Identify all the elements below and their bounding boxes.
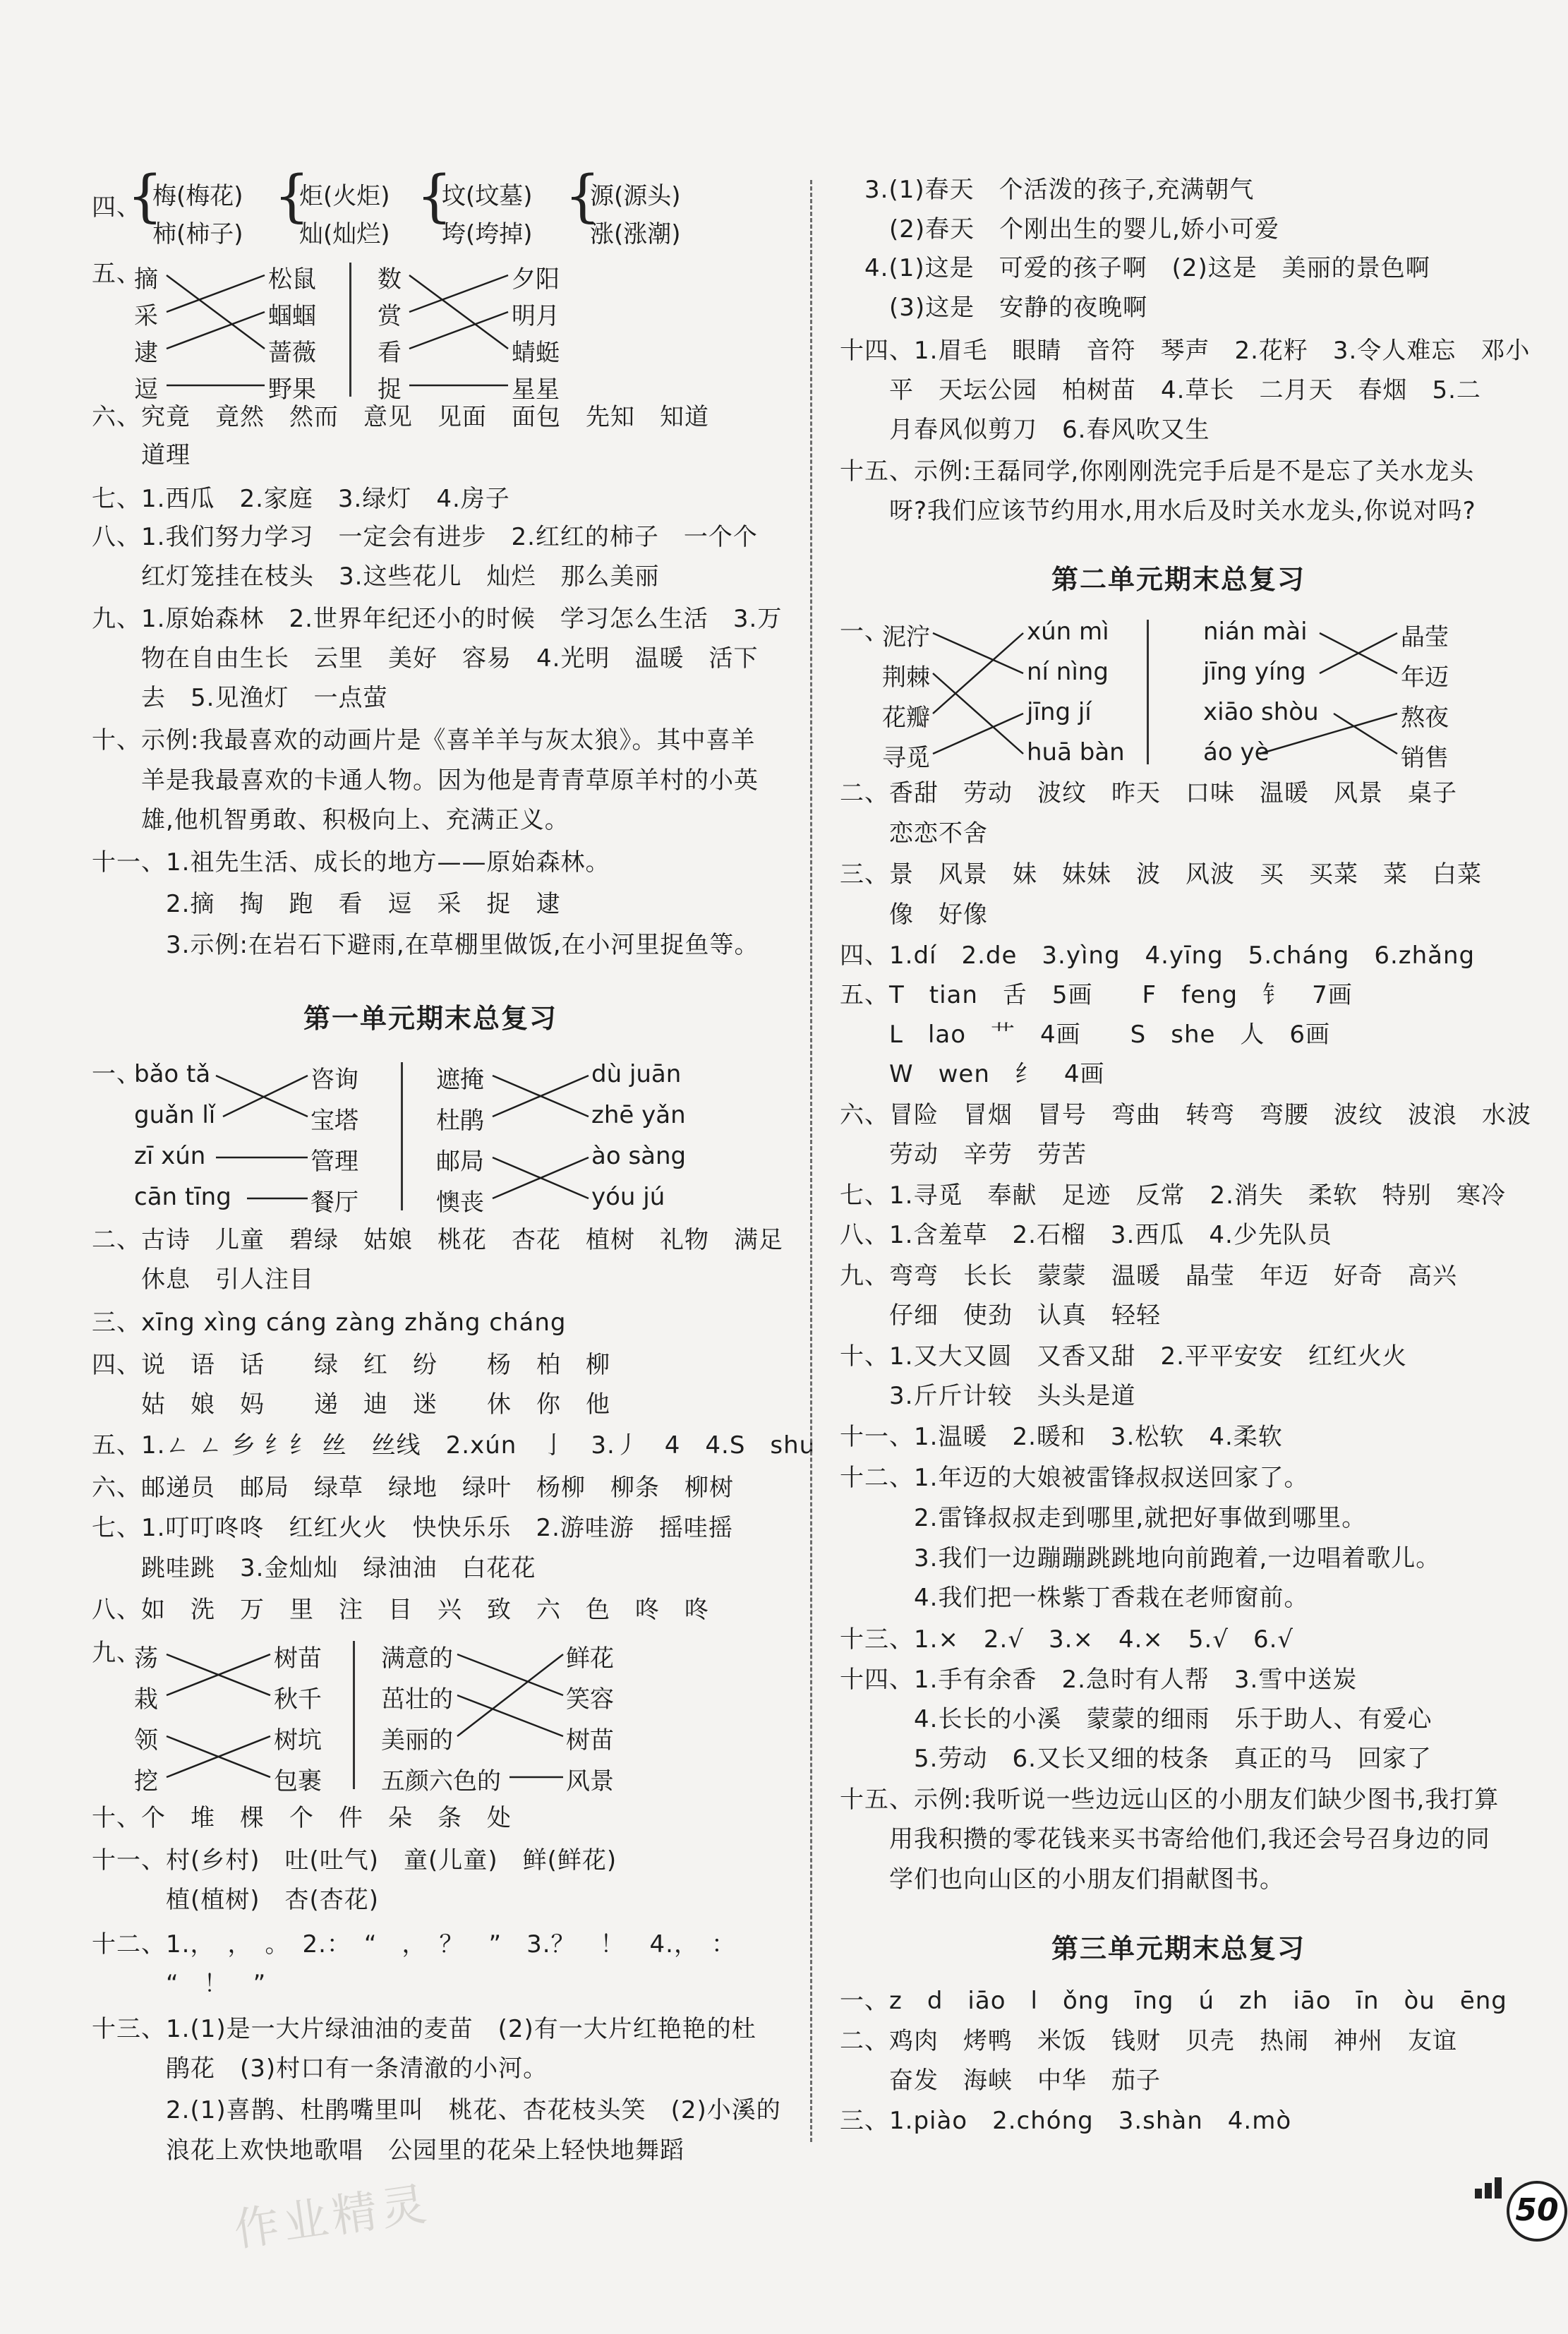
answer-line: 物在自由生长 云里 美好 容易 4.光明 温暖 活下 (92, 644, 759, 673)
answer-line: “ ！ ” (92, 1970, 267, 1998)
answer-line: 八、1.我们努力学习 一定会有进步 2.红红的柿子 一个个 (92, 523, 758, 551)
brace-icon: { (565, 163, 601, 229)
match-word: 野果 (268, 375, 316, 404)
answer-line: 3.斤斤计较 头头是道 (840, 1382, 1136, 1410)
match-word: 夕阳 (512, 265, 560, 294)
answer-line: 浪花上欢快地歌唱 公园里的花朵上轻快地舞蹈 (92, 2136, 685, 2165)
q4-pair-b: 垮(垮掉) (442, 220, 533, 248)
answer-line: 十四、1.眉毛 眼睛 音符 琴声 2.花籽 3.令人难忘 邓小 (840, 337, 1531, 365)
match-word: 宝塔 (310, 1107, 358, 1135)
match-word: 包裹 (274, 1767, 322, 1795)
answer-line: 3.我们一边蹦蹦跳跳地向前跑着,一边唱着歌儿。 (840, 1544, 1441, 1572)
match-word: 赏 (378, 302, 402, 330)
answer-line: 三、1.piào 2.chóng 3.shàn 4.mò (840, 2107, 1292, 2135)
match-word: 摘 (134, 265, 158, 294)
answer-line: 四、1.dí 2.de 3.yìng 4.yīng 5.cháng 6.zhǎng (840, 942, 1476, 970)
answer-line: 仔细 使劲 认真 轻轻 (840, 1301, 1161, 1330)
answer-line: 七、1.叮叮咚咚 红红火火 快快乐乐 2.游哇游 摇哇摇 (92, 1514, 733, 1542)
match-word: 遮掩 (436, 1066, 484, 1094)
q4-pair-b: 涨(涨潮) (590, 220, 681, 248)
match-word: 年迈 (1401, 663, 1449, 692)
section-title: 第二单元期末总复习 (1051, 564, 1306, 595)
answer-line: L lao 艹 4画 S she 人 6画 (840, 1021, 1331, 1049)
answer-line: 十一、1.祖先生活、成长的地方——原始森林。 (92, 848, 610, 877)
answer-line: 3.(1)春天 个活泼的孩子,充满朝气 (840, 176, 1255, 204)
answer-line: 平 天坛公园 柏树苗 4.草长 二月天 春烟 5.二 (840, 376, 1481, 404)
answer-line: 4.长长的小溪 蒙蒙的细雨 乐于助人、有爱心 (840, 1705, 1433, 1733)
answer-line: 八、1.含羞草 2.石榴 3.西瓜 4.少先队员 (840, 1221, 1332, 1249)
answer-line: 二、鸡肉 烤鸭 米饭 钱财 贝壳 热闹 神州 友谊 (840, 2027, 1457, 2055)
watermark: 作业精灵 (231, 2177, 434, 2258)
match-word: dù juān (591, 1060, 682, 1088)
answer-line: 2.雷锋叔叔走到哪里,就把好事做到哪里。 (840, 1504, 1367, 1532)
answer-line: 五、T tian 舌 5画 F feng 钅 7画 (840, 981, 1353, 1009)
answer-line: (2)春天 个刚出生的婴儿,娇小可爱 (840, 215, 1279, 243)
match-word: nián mài (1203, 618, 1308, 646)
answer-line: 姑 娘 妈 递 迪 迷 休 你 他 (92, 1390, 610, 1419)
match-word: 笑容 (566, 1685, 614, 1714)
answer-line: W wen 纟 4画 (840, 1060, 1105, 1088)
match-word: áo yè (1203, 738, 1270, 766)
match-word: 松鼠 (268, 265, 316, 294)
q1-label: 一、 (840, 618, 889, 646)
answer-line: 一、z d iāo l ǒng īng ú zh iāo īn òu ēng (840, 1987, 1507, 2015)
answer-line: 四、说 语 话 绿 红 纷 杨 柏 柳 (92, 1351, 610, 1379)
answer-line: 2.摘 掏 跑 看 逗 采 捉 逮 (92, 890, 561, 918)
answer-line: 学们也向山区的小朋友们捐献图书。 (840, 1865, 1284, 1894)
match-word: cān tīng (134, 1183, 231, 1211)
answer-line: 三、xīng xìng cáng zàng zhǎng cháng (92, 1309, 567, 1337)
answer-line: 九、弯弯 长长 蒙蒙 温暖 晶莹 年迈 好奇 高兴 (840, 1262, 1457, 1290)
match-word: huā bàn (1027, 738, 1125, 766)
q4-label: 四、 (92, 193, 141, 222)
answer-line: 鹃花 (3)村口有一条清澈的小河。 (92, 2055, 548, 2083)
match-word: jīng jí (1027, 698, 1092, 726)
match-word: 树苗 (274, 1644, 322, 1673)
q4-pair-b: 柿(柿子) (152, 220, 243, 248)
match-word: 明月 (512, 302, 560, 330)
match-word: 餐厅 (310, 1189, 358, 1217)
match-word: zī xún (134, 1142, 206, 1170)
match-word: 逗 (134, 375, 158, 404)
match-word: 鲜花 (566, 1644, 614, 1673)
match-word: ní nìng (1027, 658, 1109, 686)
answer-line: 九、1.原始森林 2.世界年纪还小的时候 学习怎么生活 3.万 (92, 605, 783, 633)
match-word: 挖 (134, 1767, 158, 1795)
answer-line: 十一、1.温暖 2.暖和 3.松软 4.柔软 (840, 1423, 1283, 1451)
answer-line: 十五、示例:我听说一些边远山区的小朋友们缺少图书,我打算 (840, 1786, 1500, 1814)
section-title: 第一单元期末总复习 (303, 1003, 558, 1034)
q1-label: 一、 (92, 1060, 141, 1088)
answer-line: 十四、1.手有余香 2.急时有人帮 3.雪中送炭 (840, 1666, 1358, 1694)
answer-line: 休息 引人注目 (92, 1265, 314, 1294)
match-word: 茁壮的 (381, 1685, 453, 1714)
match-word: xún mì (1027, 618, 1109, 646)
match-word: 管理 (310, 1148, 358, 1176)
match-word: yóu jú (591, 1183, 665, 1211)
match-word: 看 (378, 339, 402, 367)
answer-line: 跳哇跳 3.金灿灿 绿油油 白花花 (92, 1554, 536, 1582)
match-word: 风景 (566, 1767, 614, 1795)
match-word: 邮局 (436, 1148, 484, 1176)
match-word: guǎn lǐ (134, 1101, 216, 1129)
match-word: zhē yǎn (591, 1101, 686, 1129)
answer-line: 十二、1.， ， 。 2.： “ ， ？ ” 3.？ ！ 4.， ： (92, 1930, 736, 1959)
match-word: 满意的 (381, 1644, 453, 1673)
answer-line: 七、1.寻觅 奉献 足迹 反常 2.消失 柔软 特别 寒冷 (840, 1181, 1506, 1210)
q4-pair-a: 梅(梅花) (152, 182, 243, 210)
answer-line: 呀?我们应该节约用水,用水后及时关水龙头,你说对吗? (840, 497, 1476, 525)
answer-line: 二、香甜 劳动 波纹 昨天 口味 温暖 风景 桌子 (840, 779, 1457, 807)
answer-line: 奋发 海峡 中华 茄子 (840, 2067, 1161, 2095)
q4-pair-a: 炬(火炬) (299, 182, 390, 210)
answer-line: 十、1.又大又圆 又香又甜 2.平平安安 红红火火 (840, 1342, 1407, 1371)
answer-line: 二、古诗 儿童 碧绿 姑娘 桃花 杏花 植树 礼物 满足 (92, 1226, 783, 1254)
answer-line: 3.示例:在岩石下避雨,在草棚里做饭,在小河里捉鱼等。 (92, 931, 759, 959)
match-word: 懊丧 (436, 1189, 484, 1217)
match-word: 咨询 (310, 1066, 358, 1094)
match-word: 五颜六色的 (381, 1767, 501, 1795)
q4-pair-b: 灿(灿烂) (299, 220, 390, 248)
match-word: 蜻蜓 (512, 339, 560, 367)
match-word: 美丽的 (381, 1726, 453, 1755)
match-word: 荆棘 (882, 663, 930, 692)
answer-line: 七、1.西瓜 2.家庭 3.绿灯 4.房子 (92, 485, 510, 513)
answer-line: 六、邮递员 邮局 绿草 绿地 绿叶 杨柳 柳条 柳树 (92, 1474, 734, 1502)
answer-line: 植(植树) 杏(杏花) (92, 1886, 380, 1914)
answer-line: 像 好像 (840, 901, 988, 929)
match-word: xiāo shòu (1203, 698, 1319, 726)
answer-line: 十、示例:我最喜欢的动画片是《喜羊羊与灰太狼》。其中喜羊 (92, 726, 756, 754)
match-word: ào sàng (591, 1142, 687, 1170)
q5-label: 五、 (92, 260, 141, 288)
answer-line: 5.劳动 6.又长又细的枝条 真正的马 回家了 (840, 1745, 1432, 1773)
match-word: 星星 (512, 375, 560, 404)
answer-line: (3)这是 安静的夜晚啊 (840, 294, 1148, 322)
match-word: 蔷薇 (268, 339, 316, 367)
answer-line: 2.(1)喜鹊、杜鹃嘴里叫 桃花、杏花枝头笑 (2)小溪的 (92, 2096, 781, 2124)
q4-pair-a: 源(源头) (590, 182, 681, 210)
brace-icon: { (274, 163, 310, 229)
page-number: 50 (1507, 2181, 1567, 2242)
match-word: 领 (134, 1726, 158, 1755)
answer-line: 道理 (92, 441, 191, 469)
answer-line: 4.我们把一株紫丁香栽在老师窗前。 (840, 1584, 1309, 1612)
match-word: 树坑 (274, 1726, 322, 1755)
match-word: 蝈蝈 (268, 302, 316, 330)
brace-icon: { (127, 163, 163, 229)
answer-line: 五、1.ㄥ ㄥ 乡 纟纟 丝 丝线 2.xún 亅 3.丿 4 4.S shu (92, 1431, 816, 1460)
answer-line: 雄,他机智勇敢、积极向上、充满正义。 (92, 806, 569, 834)
answer-line: 六、究竟 竟然 然而 意见 见面 面包 先知 知道 (92, 403, 709, 431)
match-word: 泥泞 (882, 623, 930, 651)
answer-line: 十一、村(乡村) 吐(吐气) 童(儿童) 鲜(鲜花) (92, 1846, 617, 1875)
match-word: 捉 (378, 375, 402, 404)
match-word: 逮 (134, 339, 158, 367)
answer-line: 红灯笼挂在枝头 3.这些花儿 灿烂 那么美丽 (92, 563, 660, 591)
match-word: 栽 (134, 1685, 158, 1714)
match-word: 花瓣 (882, 704, 930, 732)
answer-line: 三、景 风景 妹 妹妹 波 风波 买 买菜 菜 白菜 (840, 860, 1482, 889)
answer-line: 4.(1)这是 可爱的孩子啊 (2)这是 美丽的景色啊 (840, 254, 1430, 282)
match-word: 数 (378, 265, 402, 294)
answer-line: 劳动 辛劳 劳苦 (840, 1141, 1087, 1169)
match-word: 杜鹃 (436, 1107, 484, 1135)
right-column (812, 0, 1568, 2334)
section-title: 第三单元期末总复习 (1051, 1933, 1306, 1964)
answer-line: 十三、1.× 2.√ 3.× 4.× 5.√ 6.√ (840, 1625, 1294, 1654)
answer-line: 八、如 洗 万 里 注 目 兴 致 六 色 咚 咚 (92, 1596, 709, 1624)
match-word: 荡 (134, 1644, 158, 1673)
match-word: 树苗 (566, 1726, 614, 1755)
match-word: jīng yíng (1203, 658, 1306, 686)
match-word: 晶莹 (1401, 623, 1449, 651)
match-word: 熬夜 (1401, 704, 1449, 732)
answer-line: 去 5.见渔灯 一点萤 (92, 684, 388, 712)
brace-icon: { (416, 163, 452, 229)
match-word: 秋千 (274, 1685, 322, 1714)
answer-line: 六、冒险 冒烟 冒号 弯曲 转弯 弯腰 波纹 波浪 水波 (840, 1101, 1531, 1129)
match-word: 采 (134, 302, 158, 330)
match-word: 销售 (1401, 744, 1449, 772)
answer-line: 用我积攒的零花钱来买书寄给他们,我还会号召身边的同 (840, 1825, 1490, 1853)
match-word: bǎo tǎ (134, 1060, 211, 1088)
answer-line: 十二、1.年迈的大娘被雷锋叔叔送回家了。 (840, 1464, 1309, 1492)
match-word: 寻觅 (882, 744, 930, 772)
answer-line: 恋恋不舍 (840, 819, 988, 848)
q9-label: 九、 (92, 1639, 141, 1667)
q4-pair-a: 坟(坟墓) (442, 182, 533, 210)
answer-line: 十五、示例:王磊同学,你刚刚洗完手后是不是忘了关水龙头 (840, 457, 1475, 486)
answer-line: 羊是我最喜欢的卡通人物。因为他是青青草原羊村的小英 (92, 766, 759, 795)
answer-line: 月春风似剪刀 6.春风吹又生 (840, 416, 1210, 444)
answer-line: 十三、1.(1)是一大片绿油油的麦苗 (2)有一大片红艳艳的杜 (92, 2015, 756, 2043)
answer-line: 十、个 堆 棵 个 件 朵 条 处 (92, 1804, 512, 1832)
